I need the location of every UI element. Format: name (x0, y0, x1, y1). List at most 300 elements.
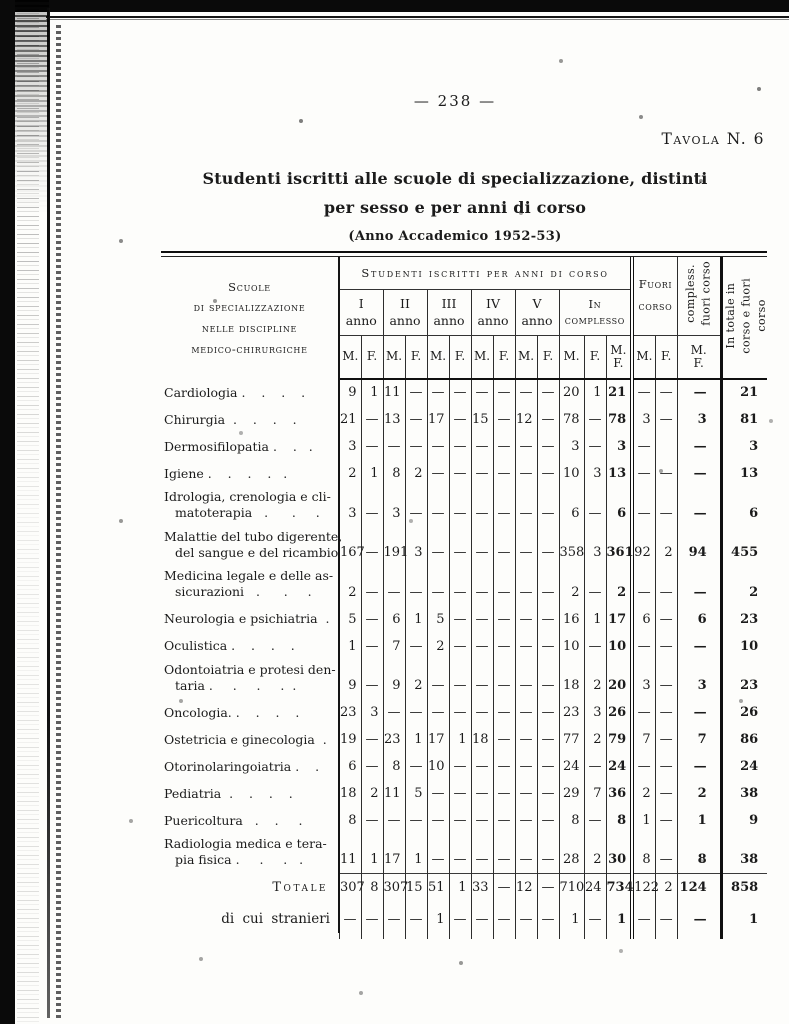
year-group-header-complesso: In complesso (559, 289, 632, 335)
table-cell: — (361, 633, 383, 660)
row-label-line: Oncologia. . . . . (164, 704, 300, 720)
table-cell: — (471, 527, 493, 567)
row-label-line: Odontoiatria e protesi den- (164, 661, 336, 677)
table-cell: — (449, 807, 471, 834)
table-cell: 28 (559, 834, 584, 874)
table-cell: 17 (383, 834, 405, 874)
table-cell: 1 (361, 460, 383, 487)
row-label (161, 566, 339, 606)
table-cell: — (493, 379, 515, 406)
table-cell: 17 (606, 606, 632, 633)
mf-header: F. (584, 335, 606, 379)
table-cell: — (515, 901, 537, 933)
table-cell: 8 (339, 807, 361, 834)
table-cell: 2 (677, 780, 721, 807)
table-cell: — (449, 834, 471, 874)
year-group-header-4: IV anno (471, 289, 515, 335)
academic-year-subtitle: (Anno Accademico 1952-53) (348, 229, 562, 244)
row-label-line: del sangue e del ricambio (175, 544, 339, 560)
row-label (161, 527, 343, 567)
row-label-line: Otorinolaringoiatria . . (164, 758, 320, 774)
table-cell: 6 (559, 487, 584, 527)
table-cell: 122 (632, 874, 655, 902)
table-cell: — (655, 460, 677, 487)
table-cell: — (537, 807, 559, 834)
table-cell: 23 (339, 699, 361, 726)
table-cell: 1 (584, 379, 606, 406)
compless-fuori-header: compless. fuori corso (677, 257, 721, 335)
table-cell: — (655, 660, 677, 700)
row-label (161, 606, 339, 633)
in-totale-header: In totale in corso e fuori corso (721, 257, 767, 379)
table-cell: — (493, 660, 515, 700)
table-cell: — (449, 660, 471, 700)
mf-header: F. (493, 335, 515, 379)
table-cell: 9 (721, 807, 767, 834)
table-cell: — (449, 606, 471, 633)
table-cell: 1 (559, 901, 584, 933)
table-cell: 3 (584, 460, 606, 487)
table-cell: — (515, 726, 537, 753)
mf-header: F. (361, 335, 383, 379)
row-label (161, 726, 339, 753)
table-cell: — (677, 487, 721, 527)
table-cell: — (632, 633, 655, 660)
table-cell: — (493, 633, 515, 660)
table-cell: — (584, 807, 606, 834)
table-cell: — (655, 780, 677, 807)
table-cell: 3 (405, 527, 427, 567)
table-cell: — (405, 406, 427, 433)
foreign-students-row (161, 901, 767, 933)
table-cell: — (677, 460, 721, 487)
table-cell: 5 (339, 606, 361, 633)
table-cell: — (361, 807, 383, 834)
table-row (161, 780, 767, 807)
table-cell: 3 (632, 406, 655, 433)
table-cell: 3 (584, 527, 606, 567)
table-cell: — (493, 433, 515, 460)
mf-header: M. (427, 335, 449, 379)
table-cell: 9 (339, 379, 361, 406)
table-cell: — (515, 660, 537, 700)
row-label-line: sicurazioni . . . (175, 584, 312, 600)
table-cell: — (493, 874, 515, 902)
table-row (161, 633, 767, 660)
table-row (161, 807, 767, 834)
table-cell: — (449, 699, 471, 726)
mf-header: M. (383, 335, 405, 379)
table-cell: — (471, 460, 493, 487)
table-cell: 24 (559, 753, 584, 780)
table-cell: — (632, 379, 655, 406)
table-cell: — (537, 874, 559, 902)
table-cell: — (427, 433, 449, 460)
table-cell: 18 (339, 780, 361, 807)
table-cell: — (427, 834, 449, 874)
table-cell: 9 (383, 660, 405, 700)
row-label (161, 633, 339, 660)
totale-row (161, 874, 767, 902)
table-cell: — (471, 633, 493, 660)
table-cell: 17 (427, 406, 449, 433)
table-cell: — (655, 699, 677, 726)
table-cell: — (449, 901, 471, 933)
table-row (161, 406, 767, 433)
table-cell: — (537, 566, 559, 606)
table-cell: 6 (721, 487, 767, 527)
table-bottom-ticks (161, 933, 767, 939)
table-cell: 1 (361, 379, 383, 406)
row-label-line: Pediatria . . . . (164, 785, 293, 801)
table-cell: — (537, 660, 559, 700)
scan-fold-line (47, 8, 50, 1018)
table-cell: 23 (721, 606, 767, 633)
mf-header: M. (515, 335, 537, 379)
table-cell: — (361, 406, 383, 433)
scan-noise-dots (0, 0, 2, 2)
table-cell: 1 (721, 901, 767, 933)
table-row (161, 753, 767, 780)
table-cell: 8 (361, 874, 383, 902)
row-label-line: di cui stranieri (221, 910, 330, 927)
table-cell: — (537, 406, 559, 433)
table-row (161, 834, 767, 874)
table-cell: 5 (405, 780, 427, 807)
table-cell: — (427, 566, 449, 606)
row-label (161, 834, 339, 874)
table-cell: 12 (515, 874, 537, 902)
table-cell: 2 (339, 566, 361, 606)
table-cell: 92 (632, 527, 655, 567)
scan-smudge (15, 0, 49, 215)
table-cell: 10 (721, 633, 767, 660)
table-cell: — (471, 660, 493, 700)
table-cell: — (655, 753, 677, 780)
table-cell: — (405, 433, 427, 460)
table-cell: — (471, 901, 493, 933)
row-label (161, 487, 339, 527)
document-title-line2: per sesso e per anni di corso (323, 197, 587, 217)
table-cell: 94 (677, 527, 721, 567)
mf-header: M. (559, 335, 584, 379)
table-cell: 9 (339, 660, 361, 700)
table-cell: — (405, 487, 427, 527)
table-cell: — (449, 780, 471, 807)
table-cell: — (493, 753, 515, 780)
table-cell: — (361, 433, 383, 460)
table-cell: 1 (632, 807, 655, 834)
fuori-corso-header: Fuori corso (632, 257, 677, 335)
table-cell: 3 (606, 433, 632, 460)
table-cell: 2 (427, 633, 449, 660)
table-cell: — (677, 566, 721, 606)
table-cell: 3 (559, 433, 584, 460)
table-cell: 734 (606, 874, 632, 902)
scan-edge-left (0, 0, 15, 1024)
table-cell: — (537, 527, 559, 567)
table-cell: — (632, 699, 655, 726)
table-cell: 2 (721, 566, 767, 606)
table-cell: 2 (405, 460, 427, 487)
table-cell: — (471, 780, 493, 807)
table-cell: — (515, 606, 537, 633)
mf-header: M. (632, 335, 655, 379)
table-cell: — (537, 726, 559, 753)
table-cell: — (515, 433, 537, 460)
table-cell: — (427, 527, 449, 567)
table-cell: — (361, 606, 383, 633)
table-cell: 2 (559, 566, 584, 606)
table-cell: 11 (339, 834, 361, 874)
table-row (161, 699, 767, 726)
table-cell: 2 (584, 834, 606, 874)
table-cell: 3 (339, 433, 361, 460)
row-label-line: Cardiologia . . . . (164, 384, 306, 400)
row-label (161, 807, 339, 834)
table-cell: 1 (339, 633, 361, 660)
table-cell: 10 (606, 633, 632, 660)
table-cell: — (383, 566, 405, 606)
mf-combined-header: M. F. (606, 335, 632, 379)
table-cell: 3 (339, 487, 361, 527)
table-cell: 858 (721, 874, 767, 902)
table-cell: — (449, 433, 471, 460)
table-cell: — (537, 606, 559, 633)
table-cell: 7 (677, 726, 721, 753)
table-cell: 455 (721, 527, 767, 567)
table-cell: 7 (584, 780, 606, 807)
mf-header: F. (449, 335, 471, 379)
table-cell: — (655, 379, 677, 406)
table-cell: 167 (339, 527, 361, 567)
table-cell: 10 (559, 460, 584, 487)
table-cell: — (677, 699, 721, 726)
table-cell: 191 (383, 527, 405, 567)
table-cell: 6 (677, 606, 721, 633)
table-cell: — (493, 527, 515, 567)
table-cell: — (584, 901, 606, 933)
table-cell: — (632, 433, 655, 460)
table-cell: 38 (721, 780, 767, 807)
table-cell: 8 (383, 460, 405, 487)
table-cell: 11 (383, 379, 405, 406)
table-cell: 11 (383, 780, 405, 807)
table-cell: 24 (721, 753, 767, 780)
table-cell: 7 (383, 633, 405, 660)
table-cell: — (655, 726, 677, 753)
table-cell: — (677, 753, 721, 780)
table-cell: 3 (677, 660, 721, 700)
row-label-line: Idrologia, crenologia e cli- (164, 489, 331, 504)
table-row (161, 379, 767, 406)
table-cell (655, 433, 677, 460)
statistics-table (161, 257, 767, 939)
table-cell: 79 (606, 726, 632, 753)
table-cell: 361 (606, 527, 632, 567)
table-cell: — (537, 699, 559, 726)
scan-edge-top (0, 0, 789, 12)
table-cell: — (471, 807, 493, 834)
table-cell: — (493, 460, 515, 487)
table-cell: — (537, 487, 559, 527)
table-cell: — (361, 753, 383, 780)
table-cell: 124 (677, 874, 721, 902)
row-label (161, 874, 339, 902)
document-title (130, 165, 780, 223)
row-label (161, 780, 339, 807)
table-cell: — (584, 487, 606, 527)
table-cell: — (449, 753, 471, 780)
table-cell: — (515, 753, 537, 780)
table-cell: 23 (383, 726, 405, 753)
year-group-header-5: V anno (515, 289, 559, 335)
table-cell: — (655, 901, 677, 933)
table-cell: — (677, 901, 721, 933)
table-row (161, 460, 767, 487)
mf-header: F. (405, 335, 427, 379)
table-cell: 24 (606, 753, 632, 780)
table-cell: — (537, 379, 559, 406)
table-cell: — (655, 606, 677, 633)
table-cell: 23 (721, 660, 767, 700)
table-cell: — (493, 606, 515, 633)
table-cell: 2 (606, 566, 632, 606)
table-cell: — (655, 487, 677, 527)
table-cell: — (405, 566, 427, 606)
row-label-line: Puericoltura . . . (164, 812, 303, 828)
table-cell: 2 (405, 660, 427, 700)
table-cell: 1 (606, 901, 632, 933)
table-cell: — (427, 379, 449, 406)
scan-speckle-left (17, 0, 39, 1024)
row-label (161, 699, 339, 726)
table-cell: — (584, 406, 606, 433)
table-cell: 21 (606, 379, 632, 406)
row-label-line: Igiene . . . . . (164, 465, 288, 481)
table-row (161, 527, 767, 567)
row-label-line: Medicina legale e delle as- (164, 568, 334, 583)
table-cell: 21 (339, 406, 361, 433)
table-cell: — (537, 433, 559, 460)
table-cell: — (449, 406, 471, 433)
table-cell: — (427, 660, 449, 700)
table-cell: — (427, 780, 449, 807)
table-cell: 2 (655, 527, 677, 567)
span-header: Studenti iscritti per anni di corso (339, 257, 632, 289)
mf-header: F. (655, 335, 677, 379)
table-cell: 8 (606, 807, 632, 834)
table-cell: 3 (721, 433, 767, 460)
table-cell: — (537, 460, 559, 487)
table-cell: 2 (584, 726, 606, 753)
row-label-line: Neurologia e psichiatria . (164, 611, 330, 627)
year-group-header-2: II anno (383, 289, 427, 335)
table-cell: — (584, 753, 606, 780)
table-cell: — (515, 699, 537, 726)
table-cell: 3 (361, 699, 383, 726)
table-cell: 13 (721, 460, 767, 487)
table-cell: — (361, 487, 383, 527)
table-cell: 307 (383, 874, 405, 902)
table-cell: 1 (427, 901, 449, 933)
table-cell: 1 (584, 606, 606, 633)
table-cell: — (515, 487, 537, 527)
table-cell: — (515, 460, 537, 487)
table-cell: 1 (449, 726, 471, 753)
table-cell: 78 (559, 406, 584, 433)
table-cell: — (427, 487, 449, 527)
row-label-line: matoterapia . . . (175, 505, 320, 521)
table-cell: 19 (339, 726, 361, 753)
table-cell: — (493, 807, 515, 834)
table-cell: 1 (405, 726, 427, 753)
table-cell: — (471, 699, 493, 726)
table-cell: — (361, 566, 383, 606)
table-cell: 2 (632, 780, 655, 807)
table-cell: — (471, 487, 493, 527)
table-cell: — (655, 633, 677, 660)
table-cell: 13 (606, 460, 632, 487)
table-cell: 3 (632, 660, 655, 700)
table-cell: — (584, 433, 606, 460)
mf-header: F. (537, 335, 559, 379)
table-cell: — (655, 807, 677, 834)
row-label (161, 660, 339, 700)
table-cell: — (383, 433, 405, 460)
mf-header: M. (339, 335, 361, 379)
table-cell: — (361, 901, 383, 933)
statistics-table-wrap (161, 251, 767, 939)
table-cell: 81 (721, 406, 767, 433)
table-cell: 358 (559, 527, 584, 567)
table-cell: 38 (721, 834, 767, 874)
table-cell: 710 (559, 874, 584, 902)
table-cell: — (471, 753, 493, 780)
table-cell: — (632, 460, 655, 487)
table-cell: — (493, 699, 515, 726)
table-cell: — (677, 633, 721, 660)
table-cell: — (383, 901, 405, 933)
table-row (161, 606, 767, 633)
row-label (161, 753, 339, 780)
row-label-line: taria . . . . . (175, 677, 297, 693)
table-cell: 2 (655, 874, 677, 902)
table-cell: 15 (405, 874, 427, 902)
table-cell: — (515, 566, 537, 606)
table-cell: 1 (405, 606, 427, 633)
row-label-line: Dermosifilopatia . . . (164, 438, 313, 454)
table-cell: 10 (427, 753, 449, 780)
table-cell: — (584, 633, 606, 660)
row-label-line: Malattie del tubo digerente, (164, 528, 343, 544)
table-cell: 307 (339, 874, 361, 902)
table-cell: 8 (677, 834, 721, 874)
table-cell: — (361, 527, 383, 567)
table-cell: — (405, 807, 427, 834)
page-number: — 238 — (413, 92, 497, 110)
table-cell: — (405, 753, 427, 780)
table-cell: 2 (584, 660, 606, 700)
table-cell: — (493, 406, 515, 433)
table-cell: — (677, 433, 721, 460)
table-cell: — (405, 699, 427, 726)
table-cell: — (677, 379, 721, 406)
row-label (161, 460, 339, 487)
table-cell: 7 (632, 726, 655, 753)
table-row (161, 726, 767, 753)
table-cell: 8 (559, 807, 584, 834)
